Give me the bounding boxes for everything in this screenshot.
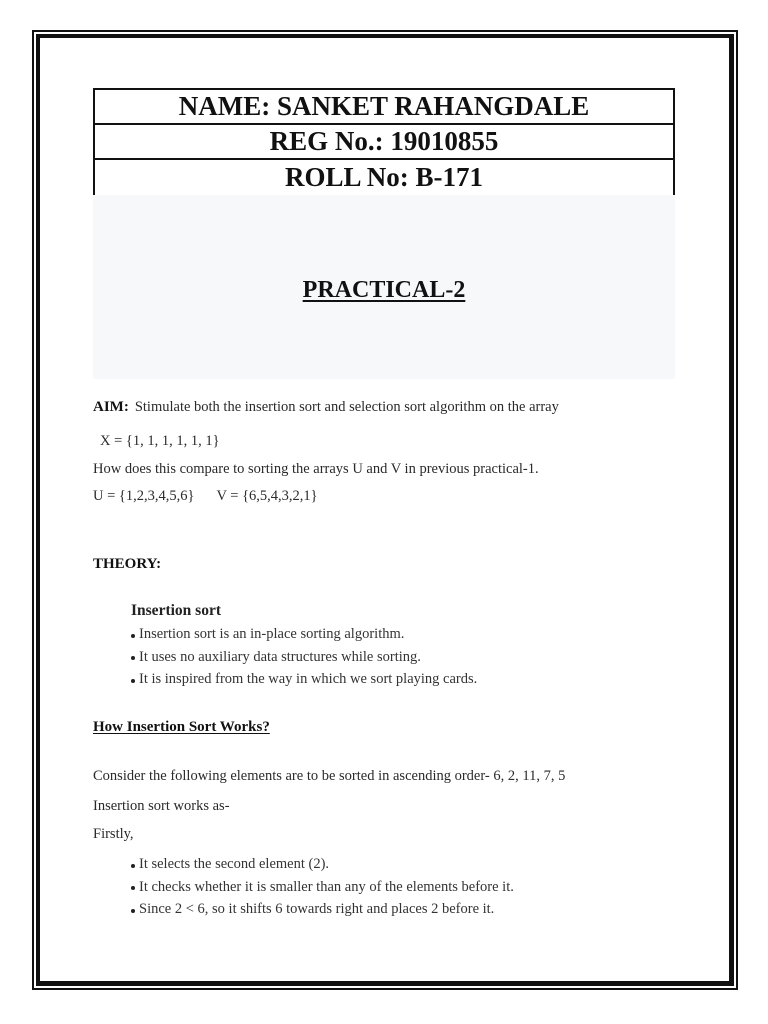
list-item: It is inspired from the way in which we sort playing cards.	[131, 668, 477, 691]
bullet-icon	[131, 864, 135, 868]
aim-question: How does this compare to sorting the arrays U and V in previous practical-1.	[93, 461, 539, 477]
array-x: X = {1, 1, 1, 1, 1, 1}	[100, 433, 220, 449]
bullet-icon	[131, 656, 135, 660]
aim-line	[93, 399, 559, 416]
student-name: NAME: SANKET RAHANGDALE	[95, 90, 673, 125]
student-info-table	[93, 88, 675, 197]
list-item: Insertion sort is an in-place sorting algorithm.	[131, 623, 477, 646]
list-item: Since 2 < 6, so it shifts 6 towards right and places 2 before it.	[131, 898, 514, 921]
bullet-icon	[131, 886, 135, 890]
list-item: It uses no auxiliary data structures while sorting.	[131, 646, 477, 669]
registration-number: REG No.: 19010855	[95, 125, 673, 160]
theory-heading: THEORY:	[93, 556, 162, 572]
how-it-works-intro: Consider the following elements are to be sorted in ascending order- 6, 2, 11, 7, 5	[93, 768, 566, 784]
aim-label: AIM:	[93, 399, 129, 415]
practical-title: PRACTICAL-2	[302, 276, 466, 303]
arrays-uv	[93, 488, 318, 505]
list-item: It selects the second element (2).	[131, 853, 514, 876]
bullet-icon	[131, 634, 135, 638]
works-as-text: Insertion sort works as-	[93, 798, 230, 814]
array-u: U = {1,2,3,4,5,6}	[93, 488, 195, 504]
how-it-works-heading: How Insertion Sort Works?	[93, 719, 270, 735]
insertion-sort-heading: Insertion sort	[131, 602, 221, 619]
steps-bullets	[131, 853, 514, 921]
insertion-sort-bullets	[131, 623, 477, 691]
array-v: V = {6,5,4,3,2,1}	[216, 488, 318, 504]
firstly-text: Firstly,	[93, 826, 134, 842]
roll-number: ROLL No: B-171	[284, 162, 484, 192]
aim-text: Stimulate both the insertion sort and selection sort algorithm on the array	[134, 399, 559, 415]
bullet-icon	[131, 909, 135, 913]
title-box	[93, 195, 675, 379]
bullet-icon	[131, 679, 135, 683]
list-item: It checks whether it is smaller than any of the elements before it.	[131, 876, 514, 899]
